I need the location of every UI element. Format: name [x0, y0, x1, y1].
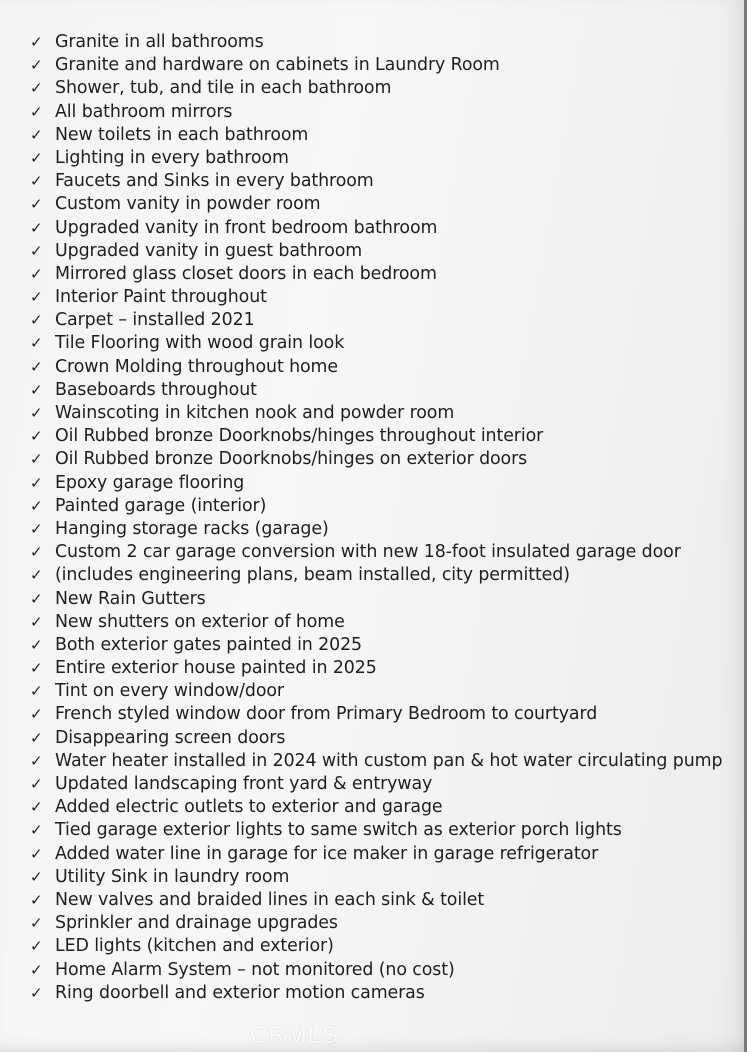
checkmark-icon: ✓: [30, 404, 43, 422]
checkmark-icon: ✓: [30, 56, 43, 75]
checklist-item-text: Epoxy garage flooring: [55, 472, 245, 493]
checkmark-icon: ✓: [30, 960, 43, 979]
checkmark-icon: ✓: [30, 566, 43, 585]
checklist-item: [30, 889, 735, 912]
checklist-item-text: New Rain Gutters: [55, 588, 206, 609]
checklist-item-text: Granite and hardware on cabinets in Laundry Room: [55, 55, 500, 76]
checkmark-icon: ✓: [30, 635, 43, 654]
checklist-item: [30, 31, 735, 54]
checklist-item-text: Custom 2 car garage conversion with new 18-foot insulated garage door: [55, 542, 681, 563]
checklist-item: [30, 193, 735, 216]
checkmark-icon: ✓: [30, 125, 43, 144]
checkmark-icon: ✓: [30, 659, 43, 678]
checklist-item: [30, 286, 735, 309]
checkmark-icon: ✓: [30, 473, 43, 492]
checklist-item-text: Entire exterior house painted in 2025: [55, 658, 377, 679]
checklist-item: [30, 309, 735, 332]
checklist-item: [30, 634, 735, 657]
checkmark-icon: ✓: [30, 496, 43, 515]
checkmark-icon: ✓: [30, 427, 43, 446]
checklist-item-text: Lighting in every bathroom: [55, 147, 289, 168]
checkmark-icon: ✓: [30, 79, 43, 98]
checklist-item-text: Utility Sink in laundry room: [55, 866, 290, 887]
checklist-item-text: All bathroom mirrors: [55, 101, 233, 122]
checklist-item: [30, 657, 735, 680]
checklist-item: [30, 332, 735, 355]
checklist-item: [30, 263, 735, 286]
checklist-item-text: Granite in all bathrooms: [55, 32, 264, 52]
checkmark-icon: ✓: [30, 450, 43, 469]
checkmark-icon: ✓: [30, 751, 43, 770]
checklist-item: [30, 796, 735, 819]
checklist-item-text: Disappearing screen doors: [55, 727, 286, 748]
checklist-item: [30, 495, 735, 518]
checklist-item: [30, 54, 735, 77]
checklist-item-text: Mirrored glass closet doors in each bedroom: [55, 263, 437, 284]
checklist-item: [30, 217, 735, 240]
checklist-item: [30, 819, 735, 842]
checklist-item-text: Tied garage exterior lights to same switch as exterior porch lights: [55, 820, 622, 841]
checklist-item-text: New shutters on exterior of home: [55, 611, 345, 632]
checkmark-icon: ✓: [30, 983, 43, 1002]
checklist-item-text: Faucets and Sinks in every bathroom: [55, 171, 374, 192]
checkmark-icon: ✓: [30, 172, 43, 191]
checklist-item-text: Painted garage (interior): [55, 495, 267, 516]
checklist-item-text: Added water line in garage for ice maker in garage refrigerator: [55, 843, 599, 864]
checkmark-icon: ✓: [30, 682, 43, 701]
checklist-item-text: Added electric outlets to exterior and garage: [55, 797, 443, 818]
checklist-item: [30, 703, 735, 726]
checklist-item-text: Sprinkler and drainage upgrades: [55, 913, 338, 934]
checklist-item: [30, 727, 735, 750]
checkmark-icon: ✓: [30, 380, 43, 399]
checklist-item-text: Shower, tub, and tile in each bathroom: [55, 78, 392, 99]
checklist-item: [30, 356, 735, 379]
checklist-item-text: (includes engineering plans, beam installed, city permitted): [55, 565, 570, 586]
checklist-item-text: Wainscoting in kitchen nook and powder room: [55, 403, 455, 423]
checkmark-icon: ✓: [30, 705, 43, 724]
checkmark-icon: ✓: [30, 728, 43, 747]
checkmark-icon: ✓: [30, 775, 43, 793]
checklist-item: [30, 611, 735, 634]
checkmark-icon: ✓: [30, 589, 43, 608]
checklist-item-text: Oil Rubbed bronze Doorknobs/hinges on exterior doors: [55, 449, 528, 470]
checklist-item: [30, 588, 735, 611]
checklist-item: [30, 147, 735, 170]
checkmark-icon: ✓: [30, 148, 43, 167]
checkmark-icon: ✓: [30, 867, 43, 886]
checklist-item-text: Custom vanity in powder room: [55, 194, 321, 215]
watermark: CRMLS: [250, 1022, 340, 1049]
checklist-item: [30, 402, 735, 425]
checkmark-icon: ✓: [30, 218, 43, 237]
upgrades-checklist: [30, 31, 735, 1005]
checklist-item: [30, 912, 735, 935]
checkmark-icon: ✓: [30, 798, 43, 817]
checklist-item: [30, 750, 735, 773]
checklist-item: [30, 448, 735, 471]
checklist-item-text: Crown Molding throughout home: [55, 356, 339, 377]
checklist-item: [30, 680, 735, 703]
checklist-item-text: Home Alarm System – not monitored (no cost): [55, 959, 455, 980]
checklist-item-text: Baseboards throughout: [55, 379, 257, 400]
checklist-item: [30, 959, 735, 982]
checkmark-icon: ✓: [30, 195, 43, 214]
checklist-item-text: Interior Paint throughout: [55, 287, 267, 308]
checkmark-icon: ✓: [30, 821, 43, 840]
checkmark-icon: ✓: [30, 241, 43, 260]
checklist-item-text: Oil Rubbed bronze Doorknobs/hinges throughout interior: [55, 426, 544, 447]
checkmark-icon: ✓: [30, 334, 43, 353]
checklist-item: [30, 564, 735, 587]
checklist-item-text: French styled window door from Primary Bedroom to courtyard: [55, 704, 598, 725]
checklist-item-text: Ring doorbell and exterior motion cameras: [55, 982, 425, 1003]
checkmark-icon: ✓: [30, 543, 43, 562]
checkmark-icon: ✓: [30, 519, 43, 538]
checkmark-icon: ✓: [30, 937, 43, 956]
checkmark-icon: ✓: [30, 612, 43, 631]
checklist-item-text: Upgraded vanity in guest bathroom: [55, 240, 363, 261]
checklist-item-text: LED lights (kitchen and exterior): [55, 936, 334, 957]
checklist-item: [30, 982, 735, 1005]
checklist-item: [30, 124, 735, 147]
checklist-item-text: Tile Flooring with wood grain look: [55, 333, 345, 354]
checkmark-icon: ✓: [30, 102, 43, 121]
checklist-item-text: Carpet – installed 2021: [55, 310, 255, 331]
checkmark-icon: ✓: [30, 311, 43, 330]
checklist-item-text: Water heater installed in 2024 with custom pan & hot water circulating pump: [55, 750, 723, 771]
checklist-item: [30, 866, 735, 889]
checklist-item-text: Both exterior gates painted in 2025: [55, 634, 363, 655]
checkmark-icon: ✓: [30, 914, 43, 933]
checkmark-icon: ✓: [30, 33, 43, 51]
checkmark-icon: ✓: [30, 288, 43, 307]
checklist-item-text: New valves and braided lines in each sink & toilet: [55, 889, 485, 910]
checklist-item-text: Tint on every window/door: [55, 681, 284, 702]
checklist-item: [30, 541, 735, 564]
checkmark-icon: ✓: [30, 844, 43, 863]
checkmark-icon: ✓: [30, 264, 43, 283]
checklist-item: [30, 240, 735, 263]
checklist-item: [30, 77, 735, 100]
checklist-item: [30, 472, 735, 495]
checklist-item-text: Upgraded vanity in front bedroom bathroom: [55, 217, 438, 238]
checklist-item-text: Hanging storage racks (garage): [55, 518, 329, 539]
checklist-item: [30, 843, 735, 866]
checklist-item: [30, 101, 735, 124]
checklist-item: [30, 518, 735, 541]
checkmark-icon: ✓: [30, 890, 43, 909]
checklist-item: [30, 170, 735, 193]
checklist-item: [30, 379, 735, 402]
checklist-item: [30, 425, 735, 448]
checklist-item: [30, 773, 735, 796]
checklist-item-text: New toilets in each bathroom: [55, 124, 309, 145]
checklist-item: [30, 935, 735, 958]
checkmark-icon: ✓: [30, 357, 43, 376]
checklist-item-text: Updated landscaping front yard & entryway: [55, 774, 433, 794]
